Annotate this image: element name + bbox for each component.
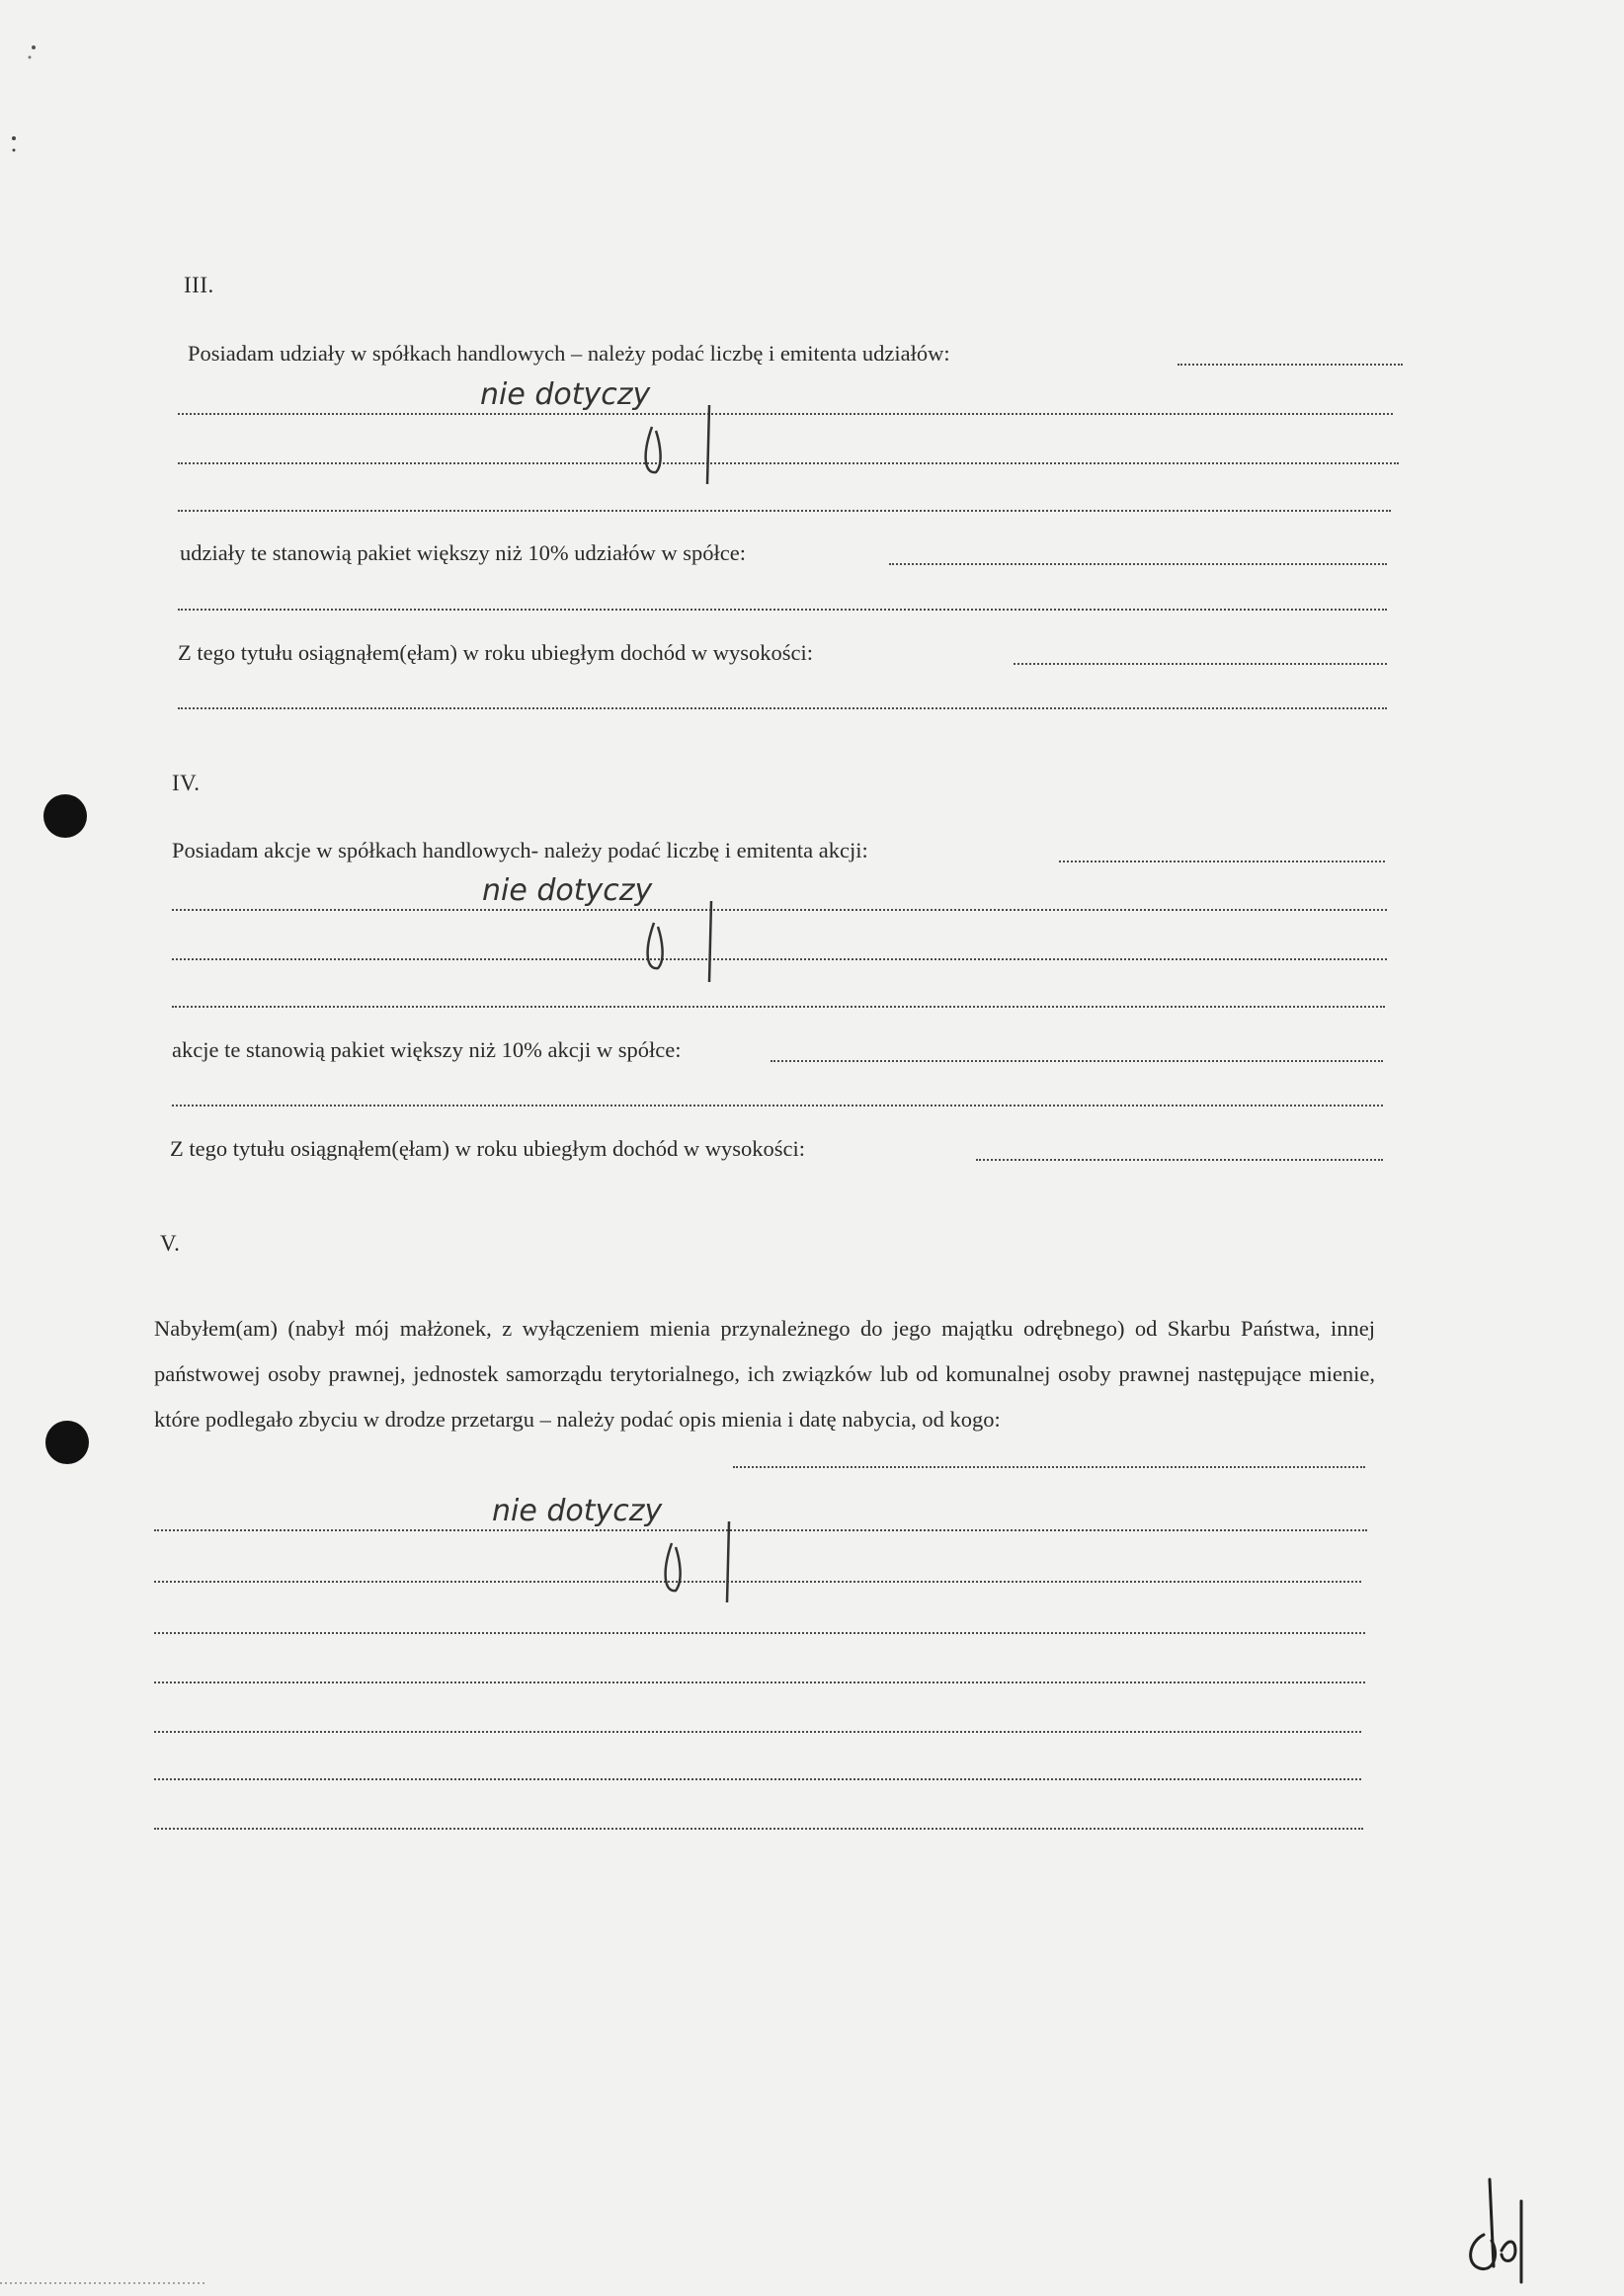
section-3-income-prompt: Z tego tytułu osiągnąłem(ęłam) w roku ubiegłym dochód w wysokości: <box>178 640 814 665</box>
section-4-handwritten-answer: nie dotyczy <box>482 873 653 908</box>
section-3-shares-prompt: Posiadam udziały w spółkach handlowych – należy podać liczbę i emitenta udziałów: <box>188 341 950 366</box>
section-5-heading: V. <box>160 1231 181 1256</box>
section-5-handwritten-answer: nie dotyczy <box>492 1494 663 1528</box>
section-3-handwritten-answer: nie dotyczy <box>480 377 651 412</box>
section-4-heading: IV. <box>172 771 201 795</box>
section-3-heading: III. <box>184 273 214 297</box>
section-5-paragraph: Nabyłem(am) (nabył mój małżonek, z wyłączeniem mienia przynależnego do jego majątku odrębnego) od Skarbu Państwa, innej państwowej osoby prawnej, jednostek samorządu terytorialnego, ich związków lub od komunalnej osoby prawnej następujące mienie, które podlegało zbyciu w drodze przetargu – należy podać opis mienia i datę nabycia, od kogo: <box>154 1316 1375 1432</box>
section-4-income-prompt: Z tego tytułu osiągnąłem(ęłam) w roku ubiegłym dochód w wysokości: <box>170 1136 806 1161</box>
section-3-packet-prompt: udziały te stanowią pakiet większy niż 10% udziałów w spółce: <box>180 540 746 565</box>
section-4-shares-prompt: Posiadam akcje w spółkach handlowych- należy podać liczbę i emitenta akcji: <box>172 838 868 862</box>
section-4-packet-prompt: akcje te stanowią pakiet większy niż 10% akcji w spółce: <box>172 1037 682 1062</box>
